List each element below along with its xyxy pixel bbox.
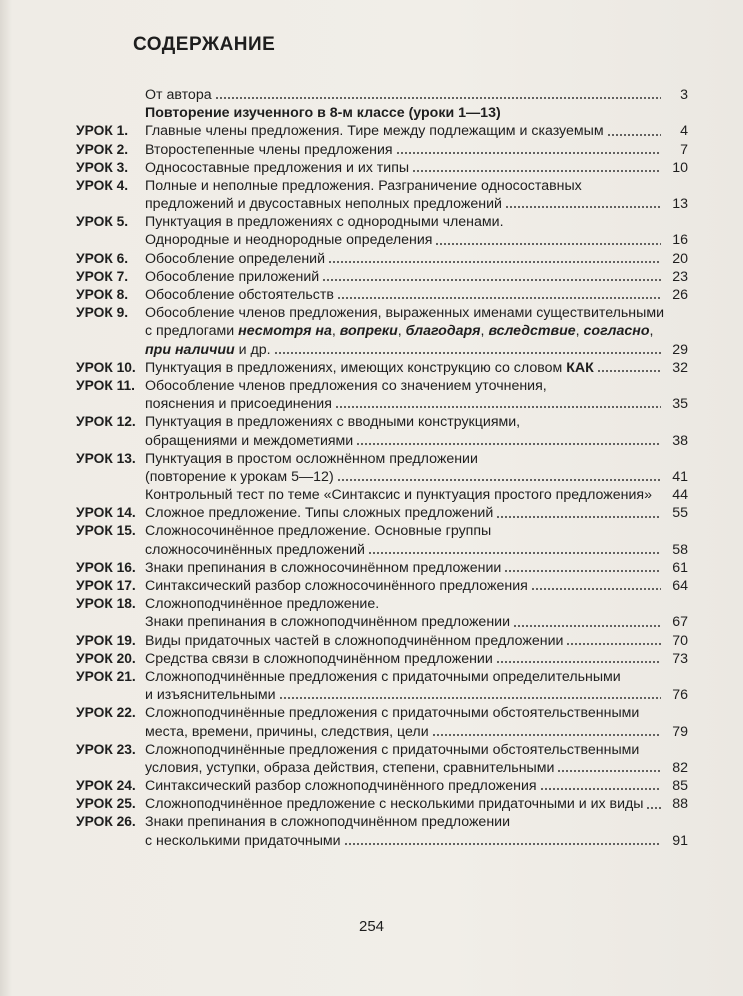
entry-title bbox=[145, 122, 604, 140]
entry-body bbox=[145, 741, 664, 759]
entry-text: Знаки препинания в сложноподчинённом предложении bbox=[145, 814, 511, 831]
entry-text: Повторение изученного в 8-м классе (уроки 1—13) bbox=[145, 105, 501, 122]
entry-title bbox=[145, 359, 594, 377]
entry-text: Виды придаточных частей в сложноподчинённом предложении bbox=[145, 632, 564, 649]
toc-entry[interactable] bbox=[76, 759, 688, 777]
entry-body bbox=[145, 468, 664, 486]
entry-body bbox=[145, 413, 664, 431]
entry-page-number: 10 bbox=[672, 159, 688, 176]
entry-title bbox=[145, 541, 365, 559]
entry-page-number: 82 bbox=[672, 759, 688, 776]
dot-leader bbox=[504, 569, 661, 573]
dot-leader bbox=[337, 296, 661, 300]
entry-title bbox=[145, 577, 528, 595]
entry-text: пояснения и присоединения bbox=[145, 396, 332, 413]
entry-text-segment: , bbox=[397, 323, 406, 340]
entry-title bbox=[145, 413, 520, 431]
toc-entry[interactable] bbox=[76, 777, 688, 795]
entry-text: Сложноподчинённые предложения с придаточными обстоятельственными bbox=[145, 741, 640, 758]
toc-entry[interactable] bbox=[76, 668, 688, 686]
entry-title bbox=[145, 322, 653, 340]
entry-title bbox=[145, 286, 334, 304]
entry-text: с несколькими придаточными bbox=[145, 832, 341, 849]
entry-text-segment: , bbox=[480, 323, 489, 340]
entry-page-number: 38 bbox=[672, 432, 688, 449]
entry-title bbox=[145, 231, 432, 249]
entry-title bbox=[145, 159, 409, 177]
entry-page-number: 26 bbox=[672, 287, 688, 304]
lesson-number: УРОК 2. bbox=[76, 141, 129, 157]
entry-title bbox=[145, 141, 393, 159]
entry-body bbox=[145, 141, 664, 159]
entry-page-number: 88 bbox=[672, 796, 688, 813]
toc-entry[interactable] bbox=[76, 341, 688, 359]
toc-entry[interactable] bbox=[76, 686, 688, 704]
entry-title bbox=[145, 668, 621, 686]
entry-page-number: 64 bbox=[672, 578, 688, 595]
lesson-number: УРОК 26. bbox=[76, 814, 136, 830]
entry-body bbox=[145, 359, 664, 377]
entry-text: Обособление обстоятельств bbox=[145, 287, 334, 304]
entry-page-number: 91 bbox=[672, 832, 688, 849]
lesson-number: УРОК 10. bbox=[76, 359, 136, 375]
entry-text: Полные и неполные предложения. Разграничение односоставных bbox=[145, 177, 582, 194]
lesson-number: УРОК 24. bbox=[76, 778, 136, 794]
table-of-contents bbox=[76, 86, 688, 850]
lesson-number: УРОК 9. bbox=[76, 305, 129, 321]
entry-title bbox=[145, 486, 652, 504]
entry-title bbox=[145, 723, 429, 741]
toc-entry[interactable] bbox=[76, 359, 688, 377]
entry-page-number: 58 bbox=[672, 541, 688, 558]
entry-body bbox=[145, 322, 664, 340]
dot-leader bbox=[540, 787, 661, 791]
entry-page-number: 61 bbox=[672, 559, 688, 576]
toc-entry[interactable] bbox=[76, 304, 688, 322]
entry-body bbox=[145, 595, 664, 613]
dot-leader bbox=[531, 587, 661, 591]
entry-text-segment: с предлогами bbox=[145, 323, 239, 340]
entry-page-number: 41 bbox=[672, 468, 688, 485]
toc-entry[interactable] bbox=[76, 104, 688, 122]
entry-page-number: 67 bbox=[672, 614, 688, 631]
lesson-number: УРОК 21. bbox=[76, 668, 136, 684]
toc-entry[interactable] bbox=[76, 595, 688, 613]
entry-page-number: 70 bbox=[672, 632, 688, 649]
entry-body bbox=[145, 195, 664, 213]
entry-body bbox=[145, 177, 664, 195]
toc-entry[interactable] bbox=[76, 413, 688, 431]
toc-entry[interactable] bbox=[76, 232, 688, 250]
entry-text: Односоставные предложения и их типы bbox=[145, 159, 410, 176]
entry-page-number: 20 bbox=[672, 250, 688, 267]
lesson-number: УРОК 18. bbox=[76, 596, 136, 612]
dot-leader bbox=[597, 369, 661, 373]
entry-text: Обособление определений bbox=[145, 250, 326, 267]
entry-title bbox=[145, 395, 332, 413]
entry-body bbox=[145, 377, 664, 395]
entry-page-number: 76 bbox=[672, 687, 688, 704]
dot-leader bbox=[396, 151, 661, 155]
entry-title bbox=[145, 650, 493, 668]
lesson-number: УРОК 20. bbox=[76, 650, 136, 666]
entry-text: Средства связи в сложноподчинённом предложении bbox=[145, 650, 493, 667]
entry-body bbox=[145, 432, 664, 450]
dot-leader bbox=[513, 624, 661, 628]
entry-text: Сложноподчинённые предложения с придаточными обстоятельственными bbox=[145, 705, 640, 722]
entry-body bbox=[145, 86, 664, 104]
entry-body bbox=[145, 122, 664, 140]
entry-text: Сложноподчинённые предложения с придаточными определительными bbox=[145, 668, 621, 685]
entry-body bbox=[145, 450, 664, 468]
entry-page-number: 3 bbox=[680, 86, 688, 103]
entry-body bbox=[145, 613, 664, 631]
entry-title bbox=[145, 213, 504, 231]
lesson-number: УРОК 7. bbox=[76, 268, 129, 284]
entry-body bbox=[145, 832, 664, 850]
toc-entry[interactable] bbox=[76, 86, 688, 104]
entry-title bbox=[145, 195, 502, 213]
dot-leader bbox=[496, 660, 661, 664]
toc-entry[interactable] bbox=[76, 632, 688, 650]
entry-title bbox=[145, 759, 554, 777]
entry-text-segment: несмотря на bbox=[238, 323, 332, 340]
entry-body bbox=[145, 522, 664, 540]
entry-text: Сложносочинённое предложение. Основные группы bbox=[145, 523, 492, 540]
lesson-number: УРОК 12. bbox=[76, 414, 136, 430]
entry-title bbox=[145, 632, 563, 650]
dot-leader bbox=[607, 133, 661, 137]
lesson-number: УРОК 22. bbox=[76, 705, 136, 721]
entry-body bbox=[145, 759, 664, 777]
dot-leader bbox=[356, 442, 661, 446]
dot-leader bbox=[335, 405, 661, 409]
entry-title bbox=[145, 104, 501, 122]
dot-leader bbox=[496, 515, 661, 519]
entry-body bbox=[145, 486, 664, 504]
entry-body bbox=[145, 304, 664, 322]
entry-text: предложений и двусоставных неполных предложений bbox=[145, 196, 502, 213]
lesson-number: УРОК 5. bbox=[76, 214, 129, 230]
dot-leader bbox=[557, 769, 661, 773]
lesson-number: УРОК 14. bbox=[76, 505, 136, 521]
entry-body bbox=[145, 704, 664, 722]
lesson-number: УРОК 1. bbox=[76, 123, 129, 139]
entry-text: обращениями и междометиями bbox=[145, 432, 354, 449]
entry-text: (повторение к урокам 5—12) bbox=[145, 468, 334, 485]
entry-page-number: 13 bbox=[672, 196, 688, 213]
entry-title bbox=[145, 450, 478, 468]
entry-body bbox=[145, 268, 664, 286]
toc-entry[interactable] bbox=[76, 577, 688, 595]
keyword-kak: КАК bbox=[566, 359, 594, 376]
dot-leader bbox=[274, 351, 661, 355]
entry-title bbox=[145, 595, 379, 613]
entry-text: места, времени, причины, следствия, цели bbox=[145, 723, 429, 740]
dot-leader bbox=[344, 842, 661, 846]
entry-page-number: 29 bbox=[672, 341, 688, 358]
entry-page-number: 79 bbox=[672, 723, 688, 740]
entry-text-segment: , bbox=[575, 323, 584, 340]
toc-entry[interactable] bbox=[76, 195, 688, 213]
lesson-number: УРОК 16. bbox=[76, 559, 136, 575]
dot-leader bbox=[435, 242, 661, 246]
entry-title bbox=[145, 177, 582, 195]
entry-text: Однородные и неоднородные определения bbox=[145, 232, 433, 249]
entry-text: Главные члены предложения. Тире между подлежащим и сказуемым bbox=[145, 123, 604, 140]
entry-title bbox=[145, 250, 325, 268]
lesson-number: УРОК 11. bbox=[76, 377, 136, 393]
entry-page-number: 7 bbox=[680, 141, 688, 158]
entry-text-segment: и др. bbox=[234, 341, 271, 358]
entry-body bbox=[145, 395, 664, 413]
toc-entry[interactable] bbox=[76, 559, 688, 577]
page-number: 254 bbox=[358, 918, 385, 935]
entry-body bbox=[145, 231, 664, 249]
entry-text-segment: , bbox=[331, 323, 340, 340]
entry-page-number: 35 bbox=[672, 396, 688, 413]
entry-title bbox=[145, 304, 664, 322]
dot-leader bbox=[328, 260, 661, 264]
entry-body bbox=[145, 650, 664, 668]
entry-body bbox=[145, 504, 664, 522]
entry-title bbox=[145, 777, 537, 795]
lesson-number: УРОК 8. bbox=[76, 287, 129, 303]
toc-entry[interactable] bbox=[76, 432, 688, 450]
entry-body bbox=[145, 777, 664, 795]
toc-entry[interactable] bbox=[76, 250, 688, 268]
entry-page-number: 32 bbox=[672, 359, 688, 376]
entry-title bbox=[145, 86, 212, 104]
entry-body bbox=[145, 213, 664, 231]
toc-entry[interactable] bbox=[76, 541, 688, 559]
entry-text-segment: согласно bbox=[583, 323, 650, 340]
entry-body bbox=[145, 250, 664, 268]
entry-page-number: 73 bbox=[672, 650, 688, 667]
toc-entry[interactable] bbox=[76, 377, 688, 395]
entry-text: Обособление приложений bbox=[145, 268, 320, 285]
toc-entry[interactable] bbox=[76, 268, 688, 286]
toc-entry[interactable] bbox=[76, 286, 688, 304]
toc-entry[interactable] bbox=[76, 213, 688, 231]
entry-page-number: 4 bbox=[680, 123, 688, 140]
dot-leader bbox=[412, 169, 661, 173]
entry-text: Сложное предложение. Типы сложных предложений bbox=[145, 505, 494, 522]
entry-text: Пунктуация в простом осложнённом предложении bbox=[145, 450, 478, 467]
entry-text: Сложноподчинённое предложение с несколькими придаточными и их виды bbox=[145, 796, 644, 813]
entry-text: сложносочинённых предложений bbox=[145, 541, 365, 558]
entry-title bbox=[145, 522, 491, 540]
entry-text: Обособление членов предложения со значением уточнения, bbox=[145, 377, 547, 394]
dot-leader bbox=[215, 96, 661, 100]
toc-entry[interactable] bbox=[76, 486, 688, 504]
entry-text: и изъяснительными bbox=[145, 687, 276, 704]
lesson-number: УРОК 15. bbox=[76, 523, 136, 539]
entry-body bbox=[145, 632, 664, 650]
toc-entry[interactable] bbox=[76, 322, 688, 340]
entry-body bbox=[145, 795, 664, 813]
entry-title bbox=[145, 741, 639, 759]
toc-entry[interactable] bbox=[76, 832, 688, 850]
entry-body bbox=[145, 668, 664, 686]
entry-text: Пунктуация в предложениях, имеющих конструкцию со словом bbox=[145, 359, 567, 376]
dot-leader bbox=[646, 806, 661, 810]
page-title: СОДЕРЖАНИЕ bbox=[133, 34, 276, 55]
entry-text-segment: при наличии bbox=[145, 341, 235, 358]
dot-leader bbox=[566, 642, 661, 646]
lesson-number: УРОК 6. bbox=[76, 250, 129, 266]
toc-entry[interactable] bbox=[76, 523, 688, 541]
dot-leader bbox=[505, 205, 661, 209]
entry-text-segment: , bbox=[649, 323, 654, 340]
entry-title bbox=[145, 432, 353, 450]
entry-text: Синтаксический разбор сложноподчинённого предложения bbox=[145, 778, 537, 795]
toc-entry[interactable] bbox=[76, 141, 688, 159]
entry-title bbox=[145, 613, 510, 631]
toc-entry[interactable] bbox=[76, 613, 688, 631]
lesson-number: УРОК 19. bbox=[76, 632, 136, 648]
toc-entry[interactable] bbox=[76, 159, 688, 177]
entry-title bbox=[145, 704, 639, 722]
toc-entry[interactable] bbox=[76, 468, 688, 486]
entry-text: Пунктуация в предложениях с однородными членами. bbox=[145, 214, 504, 231]
entry-page-number: 55 bbox=[672, 505, 688, 522]
entry-text: Синтаксический разбор сложносочинённого предложения bbox=[145, 578, 528, 595]
dot-leader bbox=[337, 478, 661, 482]
lesson-number: УРОК 25. bbox=[76, 796, 136, 812]
entry-text: Второстепенные члены предложения bbox=[145, 141, 393, 158]
toc-entry[interactable] bbox=[76, 741, 688, 759]
entry-title bbox=[145, 686, 276, 704]
entry-text: Обособление членов предложения, выраженных именами существительными bbox=[145, 305, 665, 322]
entry-text-segment: вопреки bbox=[339, 323, 398, 340]
entry-text: Сложноподчинённое предложение. bbox=[145, 596, 380, 613]
entry-text: Знаки препинания в сложносочинённом предложении bbox=[145, 559, 502, 576]
entry-title bbox=[145, 341, 271, 359]
lesson-number: УРОК 17. bbox=[76, 578, 136, 594]
entry-title bbox=[145, 832, 341, 850]
dot-leader bbox=[368, 551, 661, 555]
entry-body bbox=[145, 577, 664, 595]
lesson-number: УРОК 13. bbox=[76, 450, 136, 466]
entry-body bbox=[145, 559, 664, 577]
toc-entry[interactable] bbox=[76, 122, 688, 140]
entry-text: Пунктуация в предложениях с вводными конструкциями, bbox=[145, 414, 521, 431]
toc-entry[interactable] bbox=[76, 814, 688, 832]
entry-text-segment: благодаря bbox=[405, 323, 481, 340]
toc-entry[interactable] bbox=[76, 795, 688, 813]
toc-entry[interactable] bbox=[76, 723, 688, 741]
toc-entry[interactable] bbox=[76, 504, 688, 522]
entry-title bbox=[145, 268, 319, 286]
entry-text: Знаки препинания в сложноподчинённом предложении bbox=[145, 614, 511, 631]
toc-entry[interactable] bbox=[76, 395, 688, 413]
entry-title bbox=[145, 795, 643, 813]
entry-page-number: 16 bbox=[672, 232, 688, 249]
entry-text: Контрольный тест по теме «Синтаксис и пунктуация простого предложения» bbox=[145, 487, 652, 504]
entry-title bbox=[145, 377, 547, 395]
toc-entry[interactable] bbox=[76, 450, 688, 468]
dot-leader bbox=[322, 278, 661, 282]
lesson-number: УРОК 3. bbox=[76, 159, 129, 175]
entry-page-number: 85 bbox=[672, 778, 688, 795]
toc-entry[interactable] bbox=[76, 177, 688, 195]
dot-leader bbox=[279, 696, 661, 700]
lesson-number: УРОК 4. bbox=[76, 177, 129, 193]
entry-body bbox=[145, 813, 664, 831]
entry-text-segment: вследствие bbox=[488, 323, 576, 340]
lesson-number: УРОК 23. bbox=[76, 741, 136, 757]
entry-page-number: 23 bbox=[672, 268, 688, 285]
dot-leader bbox=[432, 733, 661, 737]
entry-title bbox=[145, 559, 501, 577]
toc-entry[interactable] bbox=[76, 650, 688, 668]
entry-text: условия, уступки, образа действия, степени, сравнительными bbox=[145, 759, 555, 776]
entry-title bbox=[145, 813, 510, 831]
entry-body bbox=[145, 541, 664, 559]
entry-body bbox=[145, 686, 664, 704]
entry-text: От автора bbox=[145, 86, 212, 103]
entry-title bbox=[145, 504, 493, 522]
entry-body bbox=[145, 286, 664, 304]
entry-body bbox=[145, 159, 664, 177]
entry-page-number: 44 bbox=[672, 487, 688, 504]
entry-body bbox=[145, 104, 664, 122]
entry-body bbox=[145, 723, 664, 741]
toc-entry[interactable] bbox=[76, 704, 688, 722]
entry-body bbox=[145, 341, 664, 359]
entry-title bbox=[145, 468, 334, 486]
